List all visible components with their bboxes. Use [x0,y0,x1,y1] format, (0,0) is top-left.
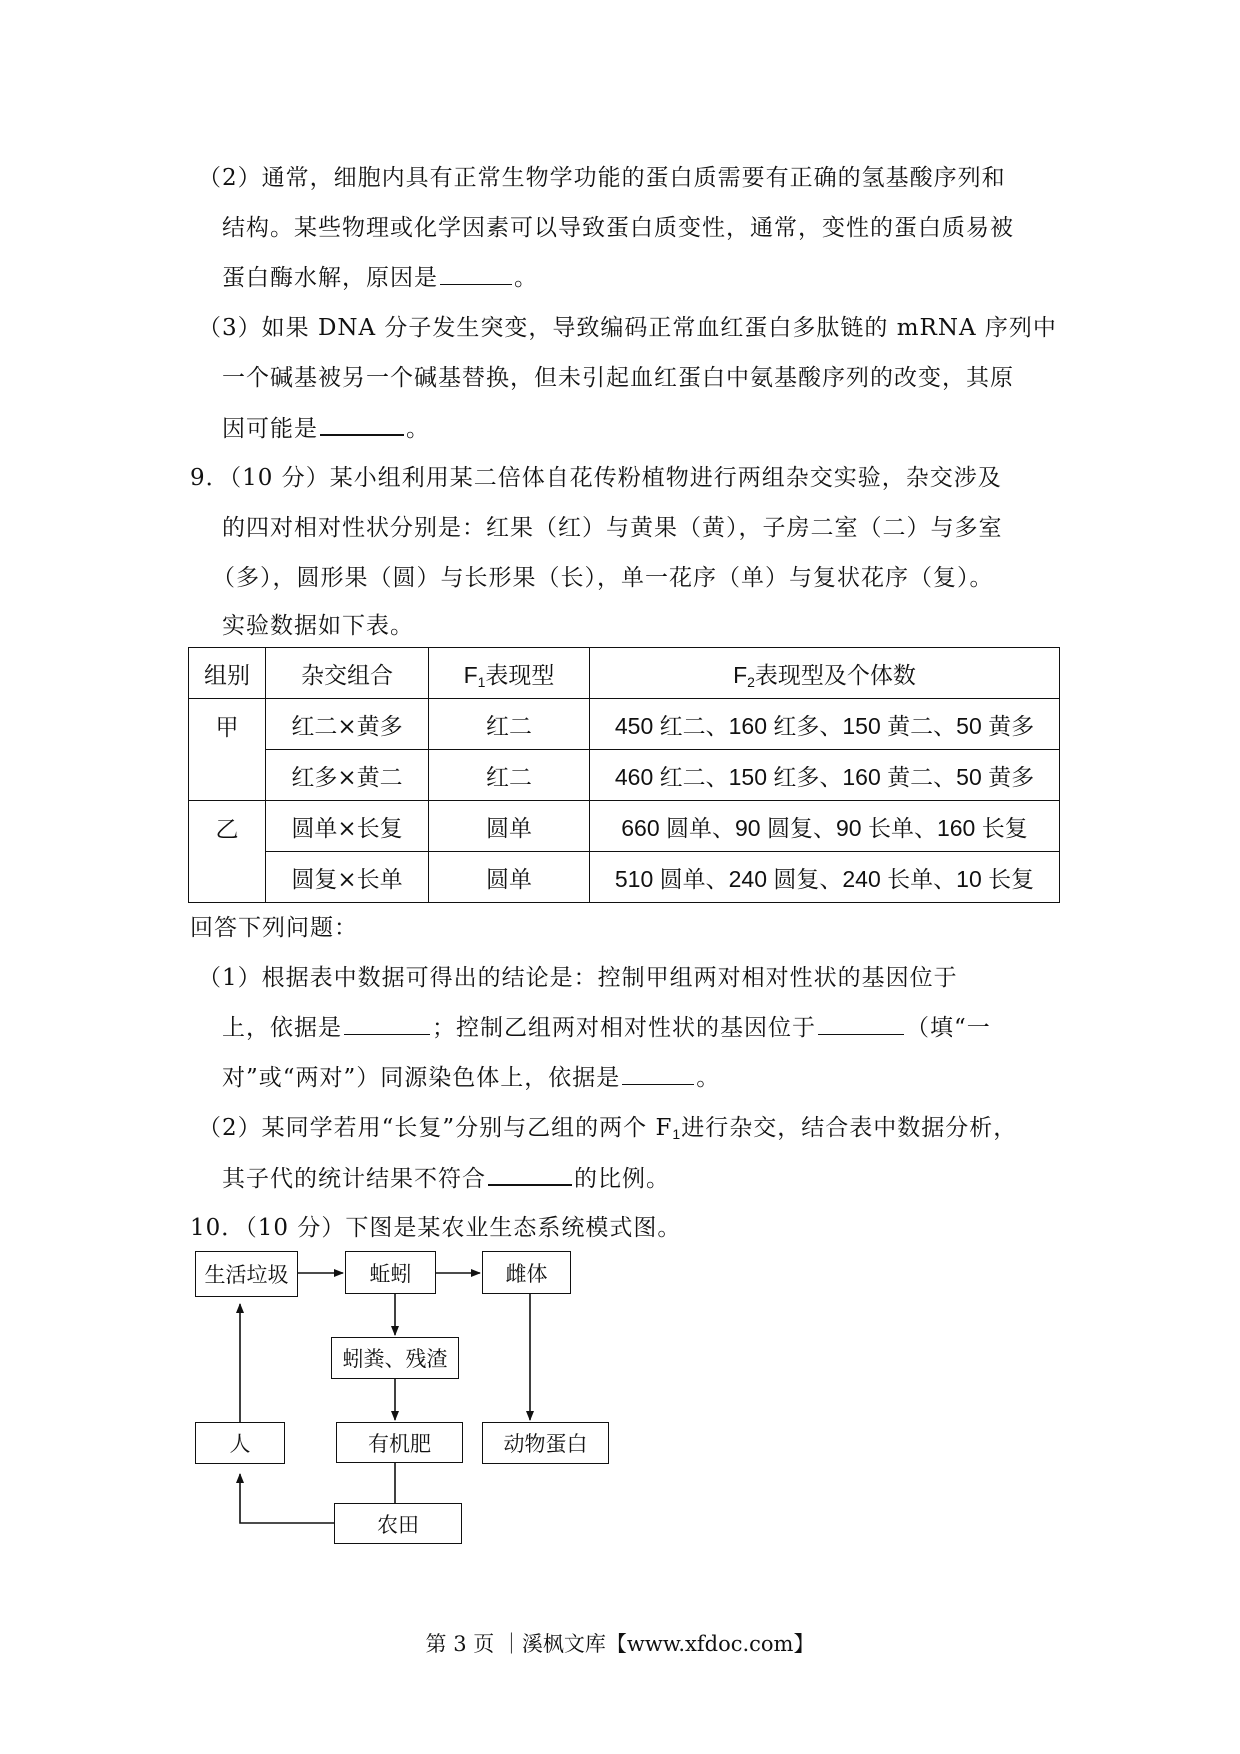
node-castings: 蚓粪、残渣 [331,1337,459,1379]
node-farmland: 农田 [334,1503,462,1544]
f2-cell: 450 红二、160 红多、150 黄二、50 黄多 [590,699,1060,750]
group-cell: 乙 [189,801,266,903]
q8-p2-line3-end: 。 [514,265,538,291]
q9-line3: （多），圆形果（圆）与长形果（长），单一花序（单）与复状花序（复）。 [212,565,994,591]
node-garbage: 生活垃圾 [195,1251,298,1297]
f2-cell: 660 圆单、90 圆复、90 长单、160 长复 [590,801,1060,852]
q9-a1-line2-a: 上，依据是 [222,1015,342,1041]
q9-a1-line3-a: 对”或“两对”）同源染色体上，依据是 [222,1065,621,1091]
node-body: 雌体 [482,1251,571,1294]
header-group: 组别 [189,648,266,699]
header-f2-sub: 2 [747,673,755,690]
arrow-farmland-to-person [240,1474,334,1523]
q8-p2-line1: （2）通常，细胞内具有正常生物学功能的蛋白质需要有正确的氢基酸序列和 [198,165,1006,191]
q8-p2-line3-text: 蛋白酶水解，原因是 [222,265,438,291]
f2-cell: 460 红二、150 红多、160 黄二、50 黄多 [590,750,1060,801]
header-f1-sub: 1 [477,673,486,690]
node-manure: 有机肥 [336,1422,463,1463]
q8-p3-line2: 一个碱基被另一个碱基替换，但未引起血红蛋白中氨基酸序列的改变，其原 [222,365,1014,391]
q8-p3-line3-text: 因可能是 [222,416,318,442]
q8-p2-line2: 结构。某些物理或化学因素可以导致蛋白质变性，通常，变性的蛋白质易被 [222,215,1014,241]
q9-a2-line1-b: 进行杂交，结合表中数据分析， [681,1115,1018,1141]
node-earthworm: 蚯蚓 [345,1251,436,1294]
q9-a1-line2-b: ；控制乙组两对相对性状的基因位于 [432,1015,816,1041]
header-f2-text: 表现型及个体数 [754,662,916,689]
cross-cell: 红多×黄二 [266,750,429,801]
header-cross: 杂交组合 [266,648,429,699]
cross-cell: 红二×黄多 [266,699,429,750]
answer-intro: 回答下列问题： [190,915,358,941]
header-f1-text: 表现型 [485,662,555,689]
f1-cell: 红二 [429,699,590,750]
q9-line4: 实验数据如下表。 [222,613,414,639]
q9-a1-line3-b: 。 [696,1065,721,1091]
f1-cell: 圆单 [429,801,590,852]
q9-a2-line2-a: 其子代的统计结果不符合 [222,1166,486,1192]
header-f1-letter: F [463,661,478,688]
q9-a2-line1-a: （2）某同学若用“长复”分别与乙组的两个 F [198,1115,673,1141]
q9-line1: 9．（10 分）某小组利用某二倍体自花传粉植物进行两组杂交实验，杂交涉及 [190,465,1002,491]
node-person: 人 [195,1422,285,1464]
q9-a1-line1: （1）根据表中数据可得出的结论是：控制甲组两对相对性状的基因位于 [198,965,958,991]
node-animal-protein: 动物蛋白 [482,1422,609,1464]
q9-a2-line2-b: 的比例。 [574,1166,670,1192]
cross-cell: 圆复×长单 [266,852,429,903]
group-cell: 甲 [189,699,266,801]
page-footer: 第 3 页 ｜溪枫文库【www.xfdoc.com】 [425,1632,815,1656]
header-f2-letter: F [733,661,748,688]
q10-line1: 10．（10 分）下图是某农业生态系统模式图。 [190,1215,682,1241]
f2-cell: 510 圆单、240 圆复、240 长单、10 长复 [590,852,1060,903]
q9-a2-sub: 1 [672,1126,682,1142]
q8-p3-line1: （3）如果 DNA 分子发生突变，导致编码正常血红蛋白多肽链的 mRNA 序列中 [198,315,1057,341]
q9-line2: 的四对相对性状分别是：红果（红）与黄果（黄），子房二室（二）与多室 [222,515,1003,541]
f1-cell: 圆单 [429,852,590,903]
q9-a1-line2-c: （填“一 [906,1015,991,1041]
q8-p3-line3-end: 。 [406,416,430,442]
f1-cell: 红二 [429,750,590,801]
cross-cell: 圆单×长复 [266,801,429,852]
